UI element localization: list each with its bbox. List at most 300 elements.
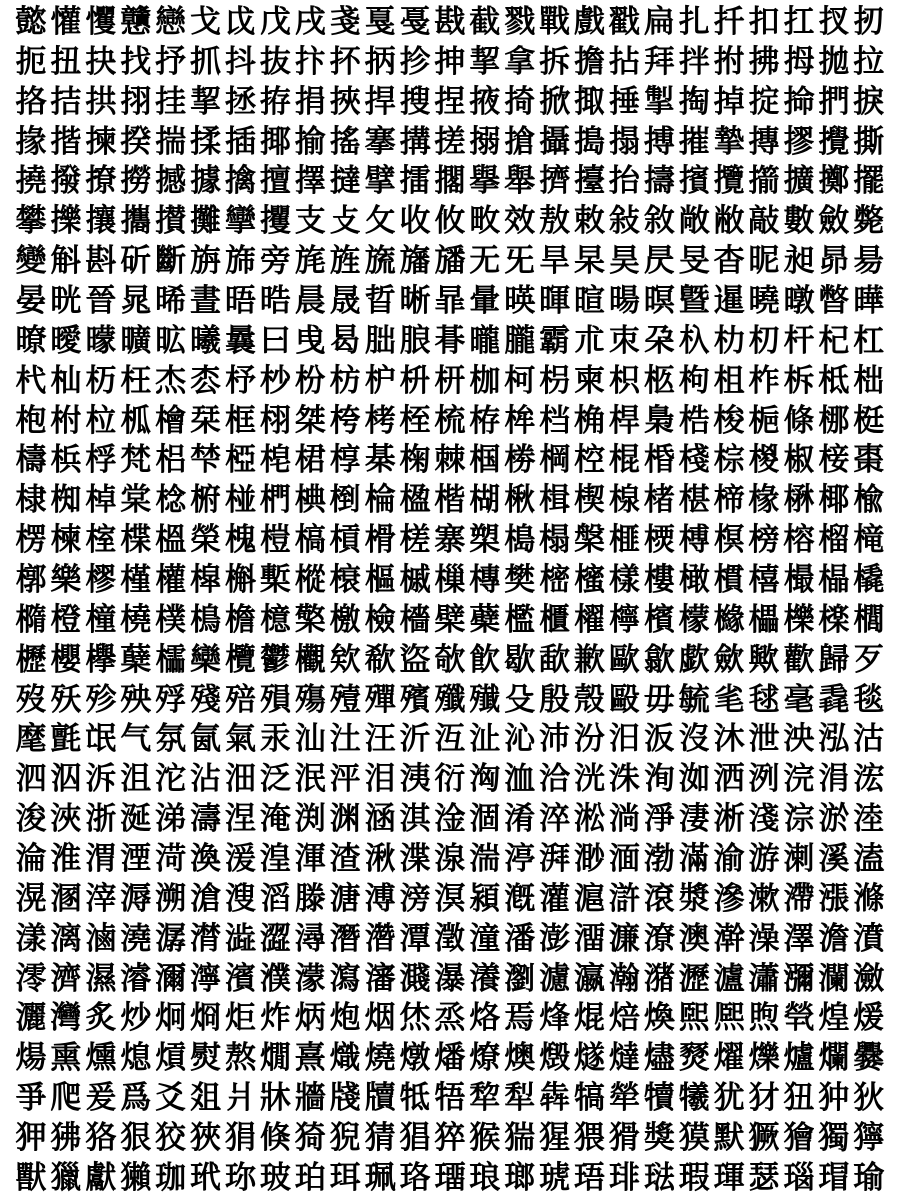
glyph: 欟: [294, 641, 326, 678]
glyph: 樢: [190, 601, 222, 638]
glyph: 暎: [504, 283, 536, 320]
glyph: 椏: [224, 442, 256, 479]
glyph: 毓: [678, 681, 710, 718]
glyph: 檳: [643, 601, 675, 638]
glyph: 梠: [155, 442, 187, 479]
glyph: 榿: [259, 522, 291, 559]
glyph: 畋: [469, 203, 501, 240]
glyph: 樛: [85, 562, 117, 599]
glyph: 拌: [678, 43, 710, 80]
glyph: 撓: [15, 163, 47, 200]
glyph: 扦: [713, 4, 745, 40]
glyph: 橈: [120, 601, 152, 638]
glyph-row: [14, 323, 886, 359]
glyph: 熨: [190, 1040, 222, 1077]
glyph: 樌: [713, 562, 745, 599]
glyph: 煦: [748, 1000, 780, 1037]
glyph: 櫃: [539, 601, 571, 638]
glyph: 檪: [818, 601, 850, 638]
glyph: 珥: [329, 1159, 361, 1196]
glyph: 檣: [399, 601, 431, 638]
glyph: 滷: [85, 920, 117, 957]
glyph: 棯: [155, 482, 187, 519]
glyph: 擱: [434, 163, 466, 200]
glyph: 杣: [50, 362, 82, 399]
glyph: 梍: [259, 442, 291, 479]
glyph: 扠: [818, 4, 850, 40]
glyph: 浤: [853, 761, 885, 798]
glyph: 狹: [190, 1120, 222, 1157]
glyph: 殤: [294, 681, 326, 718]
glyph: 旌: [329, 243, 361, 280]
glyph: 暾: [783, 283, 815, 320]
glyph: 狠: [120, 1120, 152, 1157]
glyph: 楴: [713, 482, 745, 519]
glyph: 椄: [818, 442, 850, 479]
glyph: 曠: [120, 322, 152, 359]
glyph: 澳: [678, 920, 710, 957]
glyph: 拉: [853, 43, 885, 80]
glyph: 爭: [15, 1080, 47, 1117]
glyph: 抬: [608, 163, 640, 200]
glyph: 溏: [329, 880, 361, 917]
glyph: 槓: [329, 522, 361, 559]
glyph: 沚: [469, 721, 501, 758]
glyph: 戞: [399, 4, 431, 40]
glyph: 桷: [574, 402, 605, 439]
glyph: 泛: [259, 761, 291, 798]
glyph: 浹: [50, 801, 82, 838]
glyph: 擺: [853, 163, 885, 200]
glyph-row: [14, 44, 886, 80]
glyph: 猊: [329, 1120, 361, 1157]
glyph: 戌: [294, 4, 326, 40]
glyph: 曦: [190, 322, 222, 359]
glyph: 晨: [294, 283, 326, 320]
glyph: 琿: [713, 1159, 745, 1196]
glyph: 戄: [85, 4, 117, 40]
glyph: 截: [469, 4, 501, 40]
glyph: 湍: [469, 841, 501, 878]
glyph: 狒: [50, 1120, 82, 1157]
glyph: 梔: [748, 402, 780, 439]
glyph: 梭: [713, 402, 745, 439]
glyph-row: [14, 283, 886, 319]
glyph: 歹: [853, 641, 885, 678]
glyph: 氣: [224, 721, 256, 758]
glyph: 蘖: [120, 641, 152, 678]
glyph: 曷: [329, 322, 361, 359]
glyph: 濘: [190, 960, 222, 997]
glyph: 搗: [574, 123, 605, 160]
glyph: 抓: [190, 43, 222, 80]
glyph: 獎: [643, 1120, 675, 1157]
glyph-row: [14, 124, 886, 160]
glyph: 瑕: [678, 1159, 710, 1196]
glyph: 梛: [818, 402, 850, 439]
glyph: 牴: [399, 1080, 431, 1117]
glyph: 汳: [643, 721, 675, 758]
glyph: 汨: [608, 721, 640, 758]
glyph: 柬: [574, 362, 605, 399]
glyph: 楝: [50, 522, 82, 559]
glyph: 涸: [469, 801, 501, 838]
glyph: 晞: [155, 283, 187, 320]
glyph: 戀: [155, 4, 187, 40]
glyph: 殪: [329, 681, 361, 718]
glyph: 椡: [329, 482, 361, 519]
glyph: 煕: [678, 1000, 710, 1037]
glyph: 殃: [120, 681, 152, 718]
glyph: 昴: [818, 243, 850, 280]
glyph: 猩: [539, 1120, 571, 1157]
glyph: 樂: [50, 562, 82, 599]
glyph: 渫: [399, 841, 431, 878]
glyph: 潯: [294, 920, 326, 957]
glyph: 狢: [85, 1120, 117, 1157]
glyph: 爐: [783, 1040, 815, 1077]
glyph: 扎: [678, 4, 710, 40]
glyph: 拮: [50, 83, 82, 120]
glyph: 歡: [783, 641, 815, 678]
glyph: 槲: [224, 562, 256, 599]
glyph: 椥: [50, 482, 82, 519]
glyph: 柧: [120, 402, 152, 439]
glyph: 攤: [190, 203, 222, 240]
glyph: 柎: [50, 402, 82, 439]
glyph: 攸: [434, 203, 466, 240]
glyph: 澹: [818, 920, 850, 957]
glyph: 揩: [50, 123, 82, 160]
glyph: 橲: [748, 562, 780, 599]
glyph: 獵: [50, 1159, 82, 1196]
glyph: 椢: [469, 442, 501, 479]
glyph: 檸: [608, 601, 640, 638]
glyph: 狡: [155, 1120, 187, 1157]
glyph: 洌: [748, 761, 780, 798]
glyph: 桀: [294, 402, 326, 439]
glyph: 槎: [399, 522, 431, 559]
glyph: 晧: [259, 283, 291, 320]
glyph: 暉: [539, 283, 571, 320]
glyph: 敘: [643, 203, 675, 240]
glyph: 濂: [608, 920, 640, 957]
glyph: 搏: [643, 123, 675, 160]
glyph: 椌: [574, 442, 605, 479]
glyph: 捍: [364, 83, 396, 120]
glyph: 櫟: [783, 601, 815, 638]
glyph: 犹: [713, 1080, 745, 1117]
glyph: 殼: [574, 681, 605, 718]
glyph: 漿: [678, 880, 710, 917]
glyph: 濆: [853, 920, 885, 957]
glyph: 搓: [434, 123, 466, 160]
glyph: 汕: [294, 721, 326, 758]
glyph: 拱: [85, 83, 117, 120]
glyph: 滔: [259, 880, 291, 917]
glyph: 楪: [120, 522, 152, 559]
glyph: 撼: [155, 163, 187, 200]
glyph: 沂: [399, 721, 431, 758]
glyph: 玻: [259, 1159, 291, 1196]
glyph: 淙: [783, 801, 815, 838]
glyph: 杰: [155, 362, 187, 399]
glyph: 變: [15, 243, 47, 280]
glyph: 杆: [783, 322, 815, 359]
glyph: 泗: [15, 761, 47, 798]
glyph: 淇: [399, 801, 431, 838]
glyph: 欖: [224, 641, 256, 678]
glyph: 拯: [224, 83, 256, 120]
glyph: 樶: [783, 562, 815, 599]
glyph: 暸: [15, 322, 47, 359]
glyph: 灣: [50, 1000, 82, 1037]
glyph: 檜: [155, 402, 187, 439]
glyph: 摎: [783, 123, 815, 160]
glyph: 焉: [504, 1000, 536, 1037]
glyph-row: [14, 1040, 886, 1076]
glyph: 毯: [853, 681, 885, 718]
glyph: 殞: [259, 681, 291, 718]
glyph: 欹: [434, 641, 466, 678]
glyph: 泙: [329, 761, 361, 798]
glyph: 杳: [713, 243, 745, 280]
glyph: 溯: [155, 880, 187, 917]
glyph: 淒: [678, 801, 710, 838]
glyph: 燔: [434, 1040, 466, 1077]
glyph: 毟: [713, 681, 745, 718]
glyph: 泪: [364, 761, 396, 798]
glyph: 榜: [748, 522, 780, 559]
glyph: 湲: [224, 841, 256, 878]
glyph: 朶: [643, 322, 675, 359]
glyph: 棔: [643, 442, 675, 479]
glyph: 戰: [539, 4, 571, 40]
glyph: 撩: [85, 163, 117, 200]
glyph: 濔: [155, 960, 187, 997]
glyph: 瀚: [608, 960, 640, 997]
glyph: 洸: [574, 761, 605, 798]
glyph: 椁: [329, 442, 361, 479]
glyph: 泄: [748, 721, 780, 758]
glyph: 汪: [364, 721, 396, 758]
glyph: 朖: [399, 322, 431, 359]
glyph: 溲: [224, 880, 256, 917]
glyph: 檗: [434, 601, 466, 638]
glyph: 熈: [713, 1000, 745, 1037]
glyph: 椈: [399, 442, 431, 479]
glyph: 淤: [818, 801, 850, 838]
glyph: 曵: [294, 322, 326, 359]
glyph: 敕: [574, 203, 605, 240]
glyph: 獻: [85, 1159, 117, 1196]
glyph: 倏: [259, 1120, 291, 1157]
glyph: 檐: [224, 601, 256, 638]
glyph: 爨: [853, 1040, 885, 1077]
glyph: 歙: [643, 641, 675, 678]
glyph: 杤: [85, 362, 117, 399]
glyph: 燹: [678, 1040, 710, 1077]
glyph: 橄: [678, 562, 710, 599]
glyph: 洫: [504, 761, 536, 798]
glyph: 渺: [574, 841, 605, 878]
glyph: 沁: [504, 721, 536, 758]
glyph: 梳: [434, 402, 466, 439]
glyph: 擠: [539, 163, 571, 200]
glyph: 攅: [155, 203, 187, 240]
glyph: 搴: [364, 123, 396, 160]
glyph: 擣: [643, 163, 675, 200]
glyph: 搶: [504, 123, 536, 160]
glyph: 毫: [783, 681, 815, 718]
glyph: 捏: [434, 83, 466, 120]
glyph: 犂: [469, 1080, 501, 1117]
glyph-row: [14, 442, 886, 478]
glyph: 楾: [608, 482, 640, 519]
glyph: 戇: [120, 4, 152, 40]
glyph: 澡: [748, 920, 780, 957]
glyph: 擴: [783, 163, 815, 200]
glyph: 攝: [539, 123, 571, 160]
glyph: 椰: [818, 482, 850, 519]
glyph: 掖: [469, 83, 501, 120]
glyph: 戳: [608, 4, 640, 40]
glyph: 朸: [713, 322, 745, 359]
glyph: 橦: [85, 601, 117, 638]
glyph: 攵: [364, 203, 396, 240]
glyph: 榴: [818, 522, 850, 559]
glyph: 拊: [713, 43, 745, 80]
glyph: 椨: [190, 482, 222, 519]
glyph: 斃: [853, 203, 885, 240]
glyph: 橙: [50, 601, 82, 638]
glyph: 欅: [85, 641, 117, 678]
glyph: 捐: [294, 83, 326, 120]
glyph-row: [14, 721, 886, 757]
glyph: 汾: [574, 721, 605, 758]
glyph: 牾: [434, 1080, 466, 1117]
glyph: 杁: [678, 322, 710, 359]
glyph: 熕: [155, 1040, 187, 1077]
glyph: 游: [748, 841, 780, 878]
glyph-row: [14, 801, 886, 837]
glyph: 沍: [434, 721, 466, 758]
glyph: 槊: [469, 522, 501, 559]
glyph: 燠: [504, 1040, 536, 1077]
glyph: 瀾: [818, 960, 850, 997]
glyph: 澂: [434, 920, 466, 957]
glyph: 挈: [190, 83, 222, 120]
glyph: 瑙: [783, 1159, 815, 1196]
glyph: 淬: [539, 801, 571, 838]
glyph: 搦: [469, 123, 501, 160]
glyph: 燼: [643, 1040, 675, 1077]
glyph: 抃: [294, 43, 326, 80]
glyph: 掉: [713, 83, 745, 120]
glyph: 霸: [539, 322, 571, 359]
glyph: 猴: [469, 1120, 501, 1157]
glyph-row: [14, 84, 886, 120]
glyph: 掵: [783, 83, 815, 120]
glyph: 擅: [259, 163, 291, 200]
glyph: 栩: [259, 402, 291, 439]
glyph: 枉: [120, 362, 152, 399]
glyph: 狆: [818, 1080, 850, 1117]
glyph: 浣: [783, 761, 815, 798]
glyph: 猜: [364, 1120, 396, 1157]
glyph: 樣: [608, 562, 640, 599]
glyph: 炬: [224, 1000, 256, 1037]
glyph: 楙: [783, 482, 815, 519]
glyph: 戈: [190, 4, 222, 40]
glyph: 晢: [364, 283, 396, 320]
glyph: 拂: [748, 43, 780, 80]
glyph: 杲: [574, 243, 605, 280]
glyph: 濕: [85, 960, 117, 997]
glyph: 滾: [643, 880, 675, 917]
glyph: 殳: [504, 681, 536, 718]
glyph: 狃: [783, 1080, 815, 1117]
glyph: 拵: [259, 83, 291, 120]
glyph: 淨: [643, 801, 675, 838]
glyph: 燎: [469, 1040, 501, 1077]
glyph: 數: [783, 203, 815, 240]
glyph: 楷: [434, 482, 466, 519]
glyph: 瀁: [469, 960, 501, 997]
glyph: 煥: [643, 1000, 675, 1037]
glyph: 枩: [190, 362, 222, 399]
glyph: 戲: [574, 4, 605, 40]
glyph: 枦: [364, 362, 396, 399]
glyph: 衍: [434, 761, 466, 798]
glyph: 曁: [678, 283, 710, 320]
glyph: 昶: [783, 243, 815, 280]
glyph: 曨: [469, 322, 501, 359]
glyph: 柩: [643, 362, 675, 399]
glyph: 栞: [190, 402, 222, 439]
glyph: 潺: [155, 920, 187, 957]
glyph: 潁: [469, 880, 501, 917]
glyph: 泓: [818, 721, 850, 758]
glyph: 捫: [818, 83, 850, 120]
glyph: 瀘: [713, 960, 745, 997]
glyph: 沺: [224, 761, 256, 798]
glyph: 晟: [329, 283, 361, 320]
glyph: 棆: [364, 482, 396, 519]
glyph: 柯: [504, 362, 536, 399]
glyph: 晉: [85, 283, 117, 320]
glyph: 殄: [85, 681, 117, 718]
glyph: 琅: [469, 1159, 501, 1196]
glyph: 漑: [504, 880, 536, 917]
glyph: 攣: [224, 203, 256, 240]
glyph: 朮: [574, 322, 605, 359]
glyph: 档: [539, 402, 571, 439]
glyph: 斟: [85, 243, 117, 280]
glyph: 旒: [364, 243, 396, 280]
glyph: 椒: [783, 442, 815, 479]
glyph: 渤: [643, 841, 675, 878]
glyph: 默: [713, 1120, 745, 1157]
glyph: 拿: [504, 43, 536, 80]
glyph: 枸: [678, 362, 710, 399]
glyph: 寨: [434, 522, 466, 559]
glyph: 沽: [853, 721, 885, 758]
glyph: 泯: [294, 761, 326, 798]
glyph: 狷: [224, 1120, 256, 1157]
glyph: 烝: [434, 1000, 466, 1037]
glyph: 杙: [15, 362, 47, 399]
